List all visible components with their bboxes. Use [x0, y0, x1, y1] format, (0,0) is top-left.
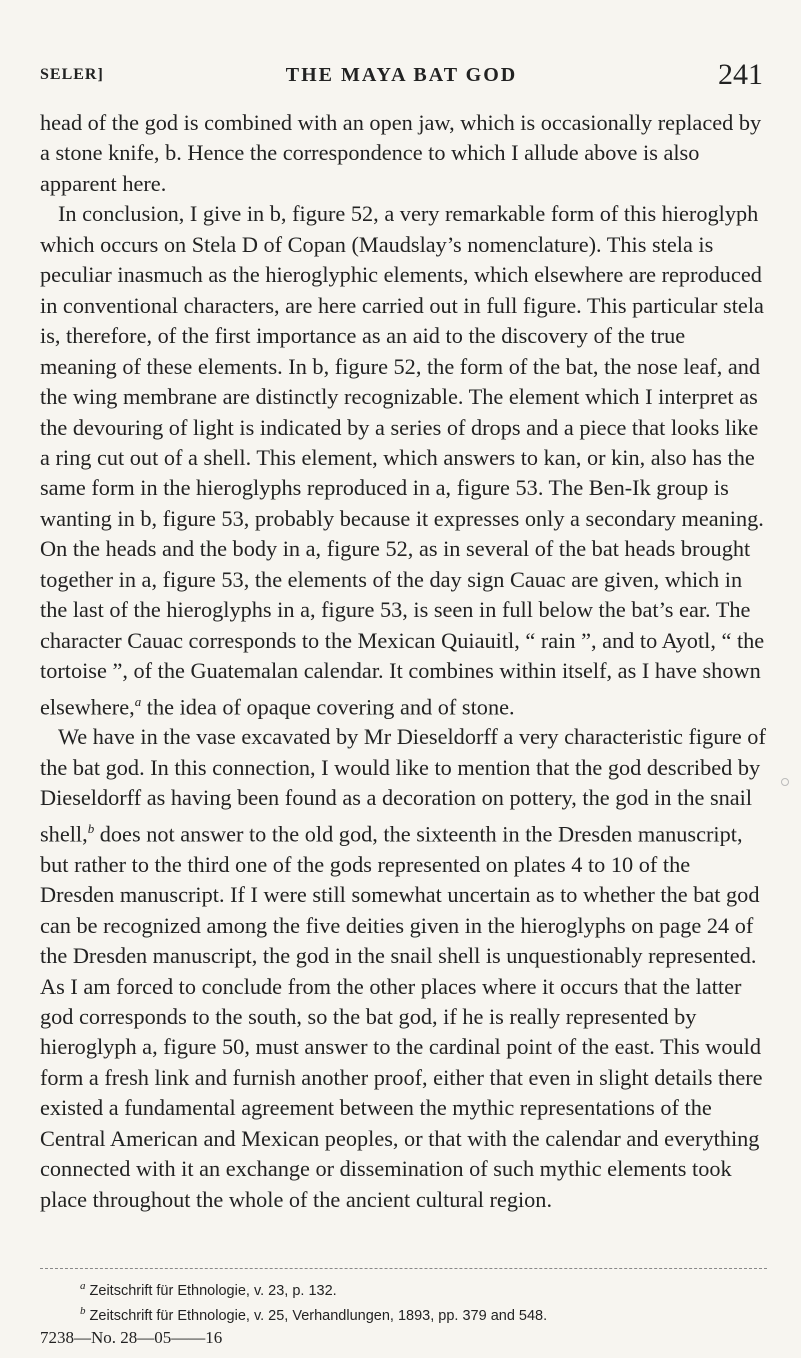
footnote-b: [40, 1301, 767, 1326]
footnote-a-text: Zeitschrift für Ethnologie, v. 23, p. 132.: [89, 1282, 337, 1299]
footnote-ref-a[interactable]: a: [134, 693, 142, 709]
paragraph-2: [40, 199, 767, 722]
footnote-b-mark: b: [80, 1304, 86, 1317]
page-number: 241: [718, 58, 763, 91]
paragraph-2-text-after: the idea of opaque covering and of stone.: [141, 694, 515, 720]
printer-imprint: 7238—No. 28—05——16: [40, 1327, 223, 1347]
margin-hole-mark: [781, 778, 789, 786]
body-text: [40, 108, 767, 1215]
footnote-ref-b[interactable]: b: [87, 820, 95, 836]
running-head-author: SELER]: [40, 66, 104, 83]
footnote-a: [40, 1276, 767, 1301]
footnote-rule: [40, 1268, 767, 1269]
paragraph-1: [40, 108, 767, 199]
footnotes: [40, 1276, 767, 1350]
running-head-title: THE MAYA BAT GOD: [285, 64, 518, 86]
paragraph-3-text-after: does not answer to the old god, the sixteenth in the Dresden manuscript, but rather to the third one of the gods represented on plates 4 to 10 of the Dresden manuscript. If I were still somewhat uncertain as to whether the bat god can be recognized among the five deities given in the hieroglyphs on page 24 of the Dresden manuscript, the god in the snail shell is unquestionably represented. As I am forced to conclude from the other places where it occurs that the latter god corresponds to the south, so the bat god, if he is really represented by hieroglyph a, figure 50, must answer to the cardinal point of the east. This would form a fresh link and furnish another proof, either that even in slight details there existed a fundamental agreement between the mythic representations of the Central American and Mexican peoples, or that with the calendar and everything connected with it an exchange or dissemination of such mythic elements took place throughout the whole of the ancient cultural region.: [40, 821, 763, 1212]
running-head: [40, 58, 763, 98]
footnote-b-text: Zeitschrift für Ethnologie, v. 25, Verhandlungen, 1893, pp. 379 and 548.: [89, 1307, 548, 1324]
paragraph-2-text: In conclusion, I give in b, figure 52, a very remarkable form of this hieroglyph which occurs on Stela D of Copan (Maudslay’s nomenclature). This stela is peculiar inasmuch as the hieroglyphic elements, which elsewhere are reproduced in conventional characters, are here carried out in full figure. This particular stela is, therefore, of the first importance as an aid to the discovery of the true meaning of these elements. In b, figure 52, the form of the bat, the nose leaf, and the wing membrane are distinctly recognizable. The element which I interpret as the devouring of light is indicated by a series of drops and a piece that looks like a ring cut out of a shell. This element, which answers to kan, or kin, also has the same form in the hieroglyphs reproduced in a, figure 53. The Ben-Ik group is wanting in b, figure 53, probably because it expresses only a secondary meaning. On the heads and the body in a, figure 52, as in several of the bat heads brought together in a, figure 53, the elements of the day sign Cauac are given, which in the last of the hieroglyphs in a, figure 53, is seen in full below the bat’s ear. The character Cauac corresponds to the Mexican Quiauitl, “ rain ”, and to Ayotl, “ the tortoise ”, of the Guatemalan calendar. It combines within itself, as I have shown elsewhere,: [40, 201, 765, 720]
footnote-a-mark: a: [80, 1280, 86, 1292]
footnote-rule-area: [40, 1268, 767, 1270]
paragraph-3-text: We have in the vase excavated by Mr Dieseldorff a very characteristic figure of the bat god. In this connection, I would like to mention that the god described by Dieseldorff as having been found as a decoration on pottery, the god in the snail shell,: [40, 724, 766, 847]
paragraph-1-text: head of the god is combined with an open jaw, which is occasionally replaced by a stone knife, b. Hence the correspondence to which I allude above is also apparent here.: [40, 110, 762, 196]
paragraph-3: [40, 722, 767, 1215]
